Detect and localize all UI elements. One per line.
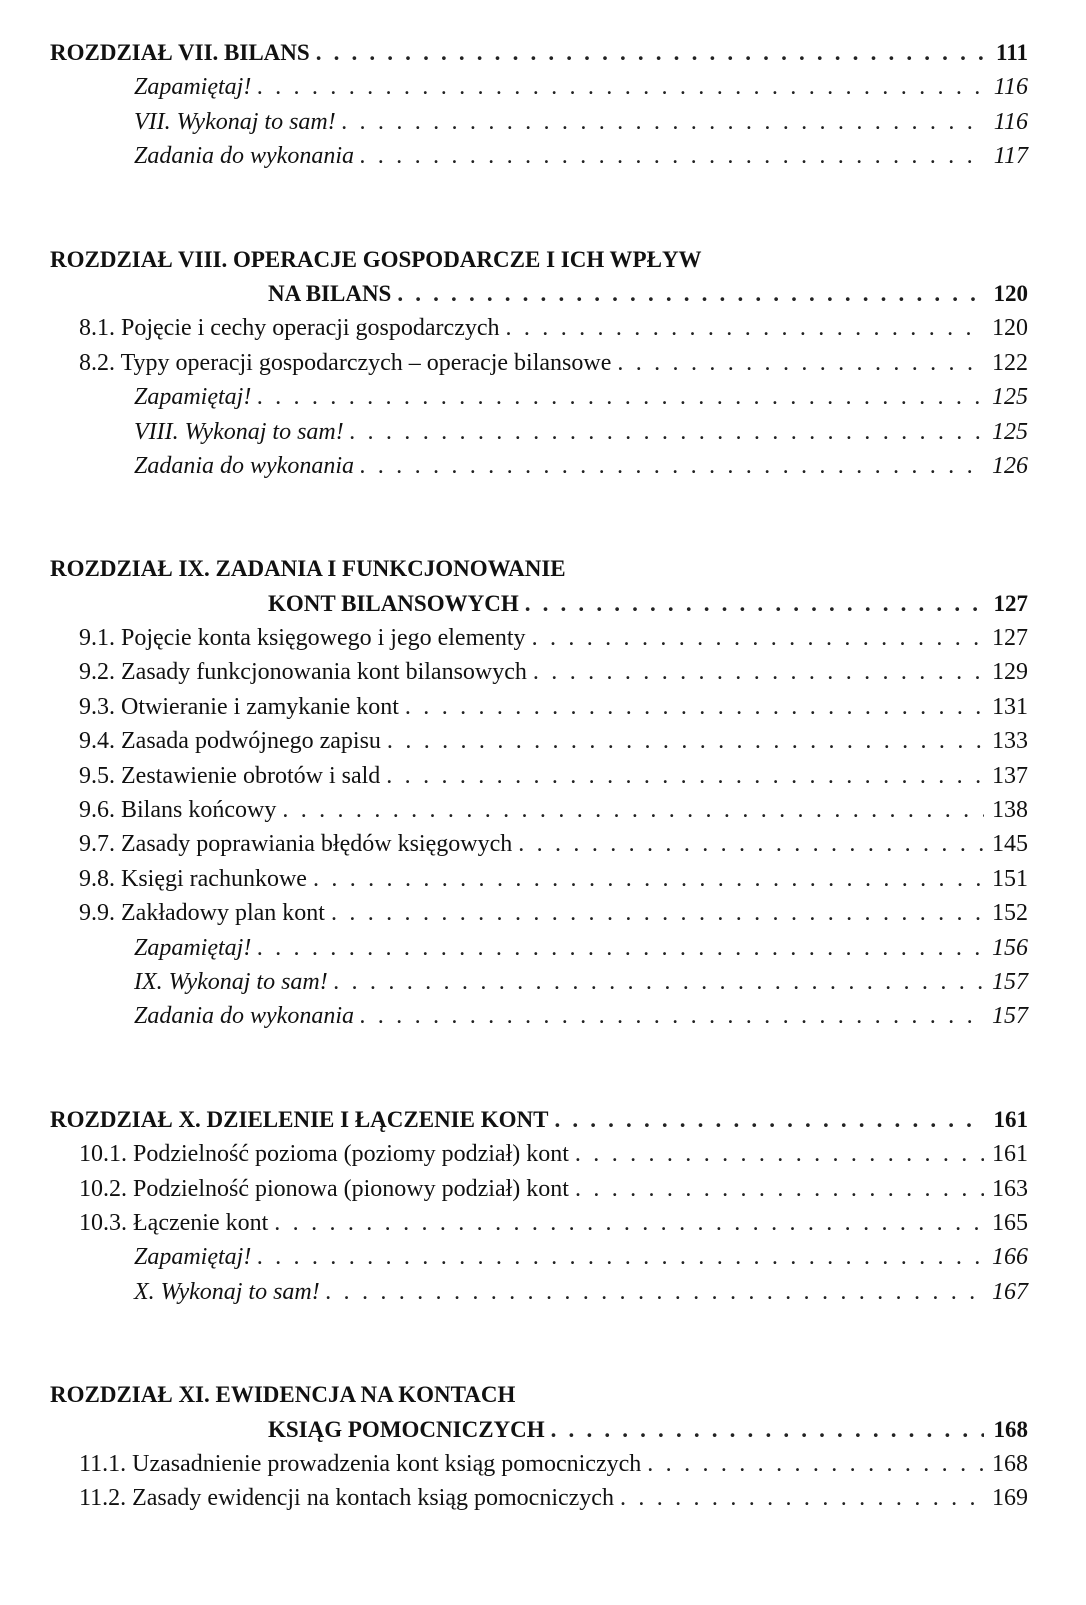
dot-leader (387, 724, 984, 758)
dot-leader (350, 415, 984, 449)
toc-entry-label: 8.1. Pojęcie i cechy operacji gospodarczych (79, 315, 500, 342)
toc-entry-label: 10.2. Podzielność pionowa (pionowy podział) kont (79, 1175, 569, 1202)
toc-page-number: 151 (992, 865, 1028, 892)
toc-page-number: 126 (992, 452, 1028, 479)
toc-page-number: 138 (992, 797, 1028, 824)
toc-entry-label: 9.6. Bilans końcowy (79, 797, 277, 824)
toc-subsection-entry[interactable] (50, 70, 1028, 104)
dot-leader (405, 690, 984, 724)
dot-leader (532, 621, 984, 655)
toc-page-number: 137 (992, 762, 1028, 789)
toc-entry-label: Zadania do wykonania (134, 143, 354, 170)
dot-leader (257, 70, 984, 104)
chapter-title-continued[interactable] (50, 587, 1028, 621)
toc-subsection-entry[interactable] (50, 965, 1028, 999)
toc-entry-label: VIII. Wykonaj to sam! (134, 418, 344, 445)
chapter-title[interactable]: ROZDZIAŁ IX. ZADANIA I FUNKCJONOWANIE (50, 556, 566, 582)
dot-leader (506, 311, 985, 345)
dot-leader (326, 1275, 984, 1309)
toc-page-number: 111 (996, 40, 1028, 65)
toc-subsection-entry[interactable] (50, 139, 1028, 173)
toc-entry-label: 10.1. Podzielność pozioma (poziomy podział) kont (79, 1141, 569, 1168)
toc-section-entry[interactable] (50, 621, 1028, 655)
toc-section-entry[interactable] (50, 1447, 1028, 1481)
toc-page-number: 161 (992, 1141, 1028, 1168)
toc-subsection-entry[interactable] (50, 1240, 1028, 1274)
toc-section-entry[interactable] (50, 690, 1028, 724)
dot-leader (554, 1103, 984, 1137)
dot-leader (316, 36, 984, 70)
dot-leader (617, 346, 984, 380)
dot-leader (620, 1481, 984, 1515)
toc-section-entry[interactable] (50, 759, 1028, 793)
toc-page-number: 167 (992, 1278, 1028, 1305)
toc-chapter (50, 1103, 1028, 1309)
toc-section-entry[interactable] (50, 827, 1028, 861)
dot-leader (313, 862, 984, 896)
toc-page-number: 129 (992, 659, 1028, 686)
toc-entry-label: ROZDZIAŁ VII. BILANS (50, 40, 310, 65)
toc-entry-label: Zadania do wykonania (134, 452, 354, 479)
dot-leader (342, 105, 984, 139)
toc-page-number: 152 (992, 900, 1028, 927)
toc-entry-label: 9.3. Otwieranie i zamykanie kont (79, 693, 399, 720)
toc-chapter (50, 552, 1028, 1033)
chapter-title[interactable] (50, 1103, 1028, 1137)
toc-subsection-entry[interactable] (50, 1275, 1028, 1309)
toc-subsection-entry[interactable] (50, 380, 1028, 414)
toc-page-number: 157 (992, 968, 1028, 995)
dot-leader (575, 1137, 984, 1171)
chapter-title[interactable]: ROZDZIAŁ VIII. OPERACJE GOSPODARCZE I ICH WPŁYW (50, 246, 702, 272)
toc-entry-label: ROZDZIAŁ X. DZIELENIE I ŁĄCZENIE KONT (50, 1106, 549, 1132)
toc-page-number: 127 (992, 625, 1028, 652)
dot-leader (397, 277, 984, 311)
toc-page-number: 127 (993, 590, 1028, 616)
toc-page-number: 116 (993, 108, 1028, 135)
toc-entry-label: NA BILANS (268, 280, 392, 306)
toc-page-number: 156 (992, 934, 1028, 961)
toc-entry-label: 9.1. Pojęcie konta księgowego i jego elementy (79, 625, 526, 652)
toc-subsection-entry[interactable] (50, 449, 1028, 483)
dot-leader (360, 999, 984, 1033)
dot-leader (360, 449, 984, 483)
toc-entry-label: Zapamiętaj! (134, 1244, 252, 1271)
dot-leader (282, 793, 984, 827)
toc-entry-label: Zapamiętaj! (134, 934, 252, 961)
toc-section-entry[interactable] (50, 896, 1028, 930)
chapter-title[interactable] (50, 36, 1028, 70)
toc-page-number: 133 (992, 728, 1028, 755)
toc-entry-label: X. Wykonaj to sam! (134, 1278, 320, 1305)
toc-entry-label: IX. Wykonaj to sam! (134, 968, 328, 995)
dot-leader (360, 139, 984, 173)
toc-page-number: 166 (992, 1244, 1028, 1271)
toc-entry-label: VII. Wykonaj to sam! (134, 108, 336, 135)
dot-leader (525, 587, 984, 621)
toc-subsection-entry[interactable] (50, 931, 1028, 965)
toc-page-number: 116 (993, 74, 1028, 101)
toc-page-number: 168 (992, 1450, 1028, 1477)
toc-section-entry[interactable] (50, 311, 1028, 345)
dot-leader (386, 759, 984, 793)
toc-page-number: 169 (992, 1485, 1028, 1512)
toc-page-number: 120 (993, 280, 1028, 306)
toc-entry-label: 9.7. Zasady poprawiania błędów księgowych (79, 831, 513, 858)
toc-page-number: 168 (993, 1416, 1028, 1442)
dot-leader (551, 1413, 984, 1447)
toc-entry-label: 9.9. Zakładowy plan kont (79, 900, 325, 927)
toc-section-entry[interactable] (50, 1481, 1028, 1515)
toc-page-number: 163 (992, 1175, 1028, 1202)
chapter-title[interactable]: ROZDZIAŁ XI. EWIDENCJA NA KONTACH (50, 1382, 516, 1408)
dot-leader (647, 1447, 984, 1481)
toc-entry-label: 11.1. Uzasadnienie prowadzenia kont ksiąg pomocniczych (79, 1450, 642, 1477)
toc-entry-label: Zapamiętaj! (134, 74, 252, 101)
toc-section-entry[interactable] (50, 346, 1028, 380)
toc-chapter (50, 1378, 1028, 1516)
dot-leader (575, 1172, 984, 1206)
dot-leader (334, 965, 984, 999)
toc-page-number: 161 (993, 1106, 1028, 1132)
toc-subsection-entry[interactable] (50, 105, 1028, 139)
chapter-title-continued[interactable] (50, 1413, 1028, 1447)
chapter-title-continued[interactable] (50, 277, 1028, 311)
toc-page-number: 157 (992, 1003, 1028, 1030)
toc-entry-label: 11.2. Zasady ewidencji na kontach ksiąg pomocniczych (79, 1485, 614, 1512)
toc-entry-label: Zadania do wykonania (134, 1003, 354, 1030)
toc-entry-label: 9.2. Zasady funkcjonowania kont bilansowych (79, 659, 527, 686)
toc-entry-label: 9.4. Zasada podwójnego zapisu (79, 728, 381, 755)
table-of-contents (50, 36, 1028, 1516)
toc-page-number: 117 (993, 143, 1028, 170)
toc-page-number: 125 (992, 418, 1028, 445)
toc-section-entry[interactable] (50, 793, 1028, 827)
toc-entry-label: 8.2. Typy operacji gospodarczych – operacje bilansowe (79, 349, 612, 376)
dot-leader (533, 655, 984, 689)
dot-leader (257, 380, 984, 414)
toc-entry-label: KSIĄG POMOCNICZYCH (268, 1416, 545, 1442)
toc-entry-label: 10.3. Łączenie kont (79, 1209, 269, 1236)
dot-leader (331, 896, 984, 930)
toc-page-number: 165 (992, 1209, 1028, 1236)
toc-section-entry[interactable] (50, 1172, 1028, 1206)
toc-section-entry[interactable] (50, 724, 1028, 758)
toc-entry-label: 9.8. Księgi rachunkowe (79, 865, 307, 892)
toc-entry-label: 9.5. Zestawienie obrotów i sald (79, 762, 381, 789)
toc-subsection-entry[interactable] (50, 415, 1028, 449)
toc-section-entry[interactable] (50, 1137, 1028, 1171)
dot-leader (257, 1240, 984, 1274)
toc-chapter (50, 243, 1028, 484)
toc-page-number: 125 (992, 384, 1028, 411)
toc-page-number: 145 (992, 831, 1028, 858)
toc-page-number: 120 (992, 315, 1028, 342)
toc-section-entry[interactable] (50, 655, 1028, 689)
dot-leader (518, 827, 984, 861)
dot-leader (274, 1206, 984, 1240)
toc-page-number: 122 (992, 349, 1028, 376)
toc-subsection-entry[interactable] (50, 999, 1028, 1033)
toc-chapter (50, 36, 1028, 174)
dot-leader (257, 931, 984, 965)
toc-entry-label: KONT BILANSOWYCH (268, 590, 519, 616)
toc-page-number: 131 (992, 693, 1028, 720)
toc-section-entry[interactable] (50, 862, 1028, 896)
toc-entry-label: Zapamiętaj! (134, 384, 252, 411)
toc-section-entry[interactable] (50, 1206, 1028, 1240)
